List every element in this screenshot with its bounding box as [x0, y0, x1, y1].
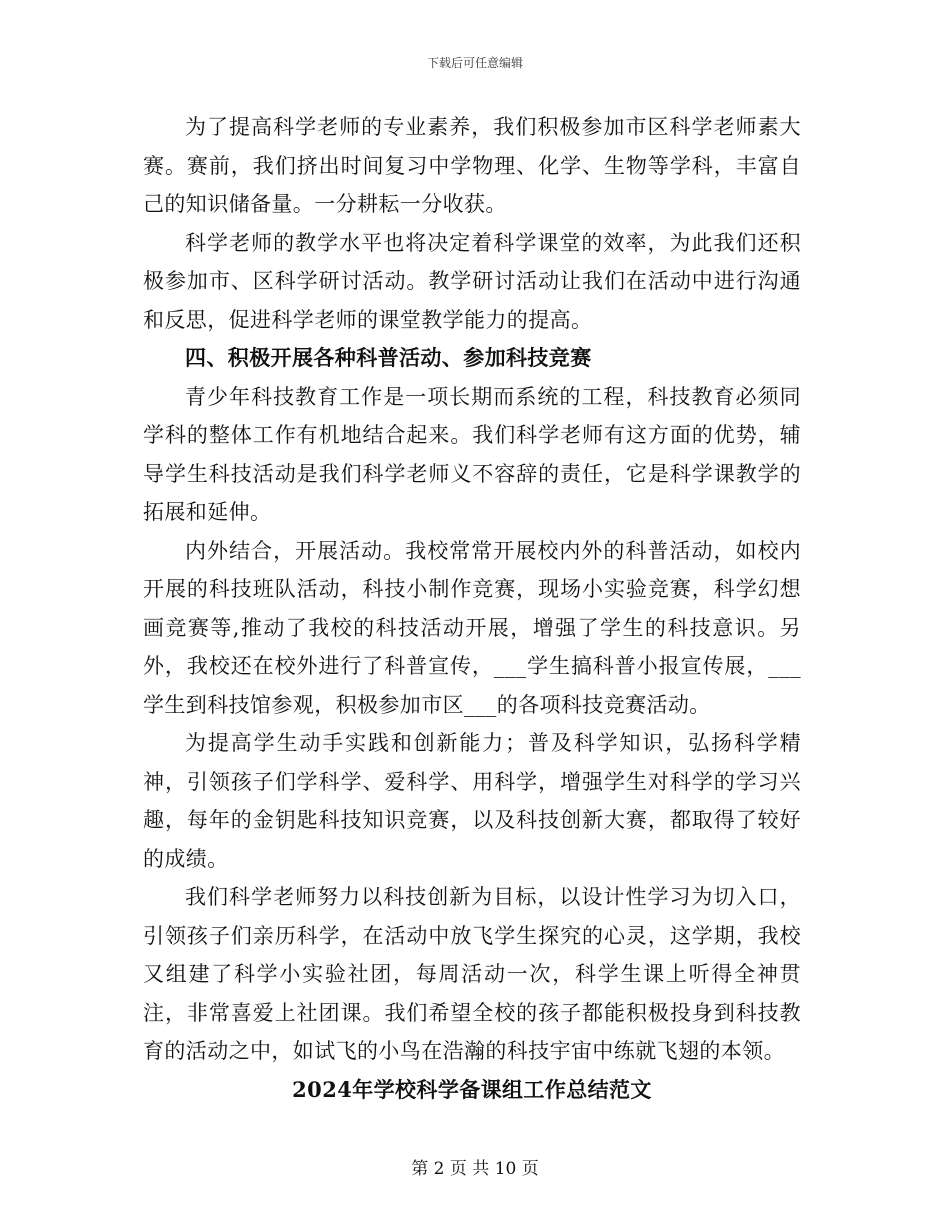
paragraph: 为提高学生动手实践和创新能力；普及科学知识，弘扬科学精神，引领孩子们学科学、爱科学、用科学，增强学生对科学的学习兴趣，每年的金钥匙科技知识竞赛，以及科技创新大赛，都取得了较好的成绩。: [143, 731, 801, 871]
document-body: [143, 108, 801, 1109]
section-heading: 四、积极开展各种科普活动、参加科技竞赛: [185, 345, 592, 370]
paragraph: 青少年科技教育工作是一项长期而系统的工程，科技教育必须同学科的整体工作有机地结合起来。我们科学老师有这方面的优势，辅导学生科技活动是我们科学老师义不容辞的责任，它是科学课教学的拓展和延伸。: [143, 384, 801, 524]
page-number: 第 2 页 共 10 页: [411, 1159, 539, 1179]
header-note: 下载后可任意编辑: [426, 56, 523, 70]
paragraph: 内外结合，开展活动。我校常常开展校内外的科普活动，如校内开展的科技班队活动，科技小制作竞赛，现场小实验竞赛，科学幻想画竞赛等,推动了我校的科技活动开展，增强了学生的科技意识。另外，我校还在校外进行了科普宣传，___学生搞科普小报宣传展，___学生到科技馆参观，积极参加市区___的各项科技竞赛活动。: [143, 538, 801, 717]
paragraph: 我们科学老师努力以科技创新为目标，以设计性学习为切入口，引领孩子们亲历科学，在活动中放飞学生探究的心灵，这学期，我校又组建了科学小实验社团，每周活动一次，科学生课上听得全神贯注，非常喜爱上社团课。我们希望全校的孩子都能积极投身到科技教育的活动之中，如试飞的小鸟在浩瀚的科技宇宙中练就飞翅的本领。: [143, 885, 801, 1063]
paragraph: 科学老师的教学水平也将决定着科学课堂的效率，为此我们还积极参加市、区科学研讨活动。教学研讨活动让我们在活动中进行沟通和反思，促进科学老师的课堂教学能力的提高。: [143, 230, 801, 332]
document-title: 2024年学校科学备课组工作总结范文: [292, 1076, 652, 1102]
paragraph: 为了提高科学老师的专业素养，我们积极参加市区科学老师素大赛。赛前，我们挤出时间复习中学物理、化学、生物等学科，丰富自己的知识储备量。一分耕耘一分收获。: [143, 115, 801, 216]
